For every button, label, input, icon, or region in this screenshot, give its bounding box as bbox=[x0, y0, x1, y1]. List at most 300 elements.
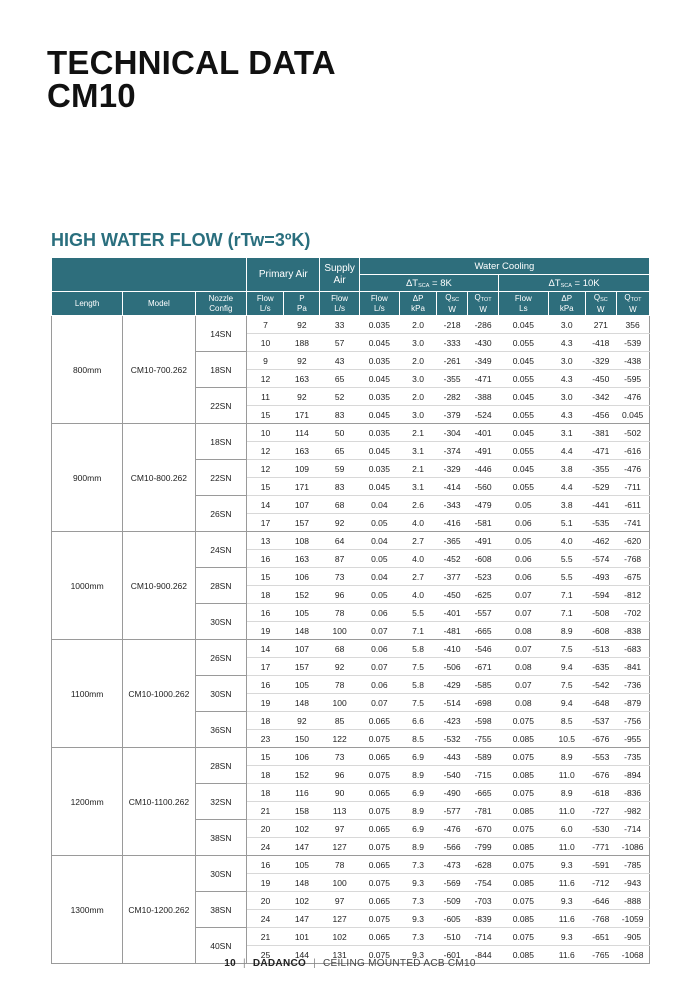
table-cell: -591 bbox=[585, 856, 616, 874]
table-cell: 64 bbox=[320, 532, 359, 550]
table-cell: 23 bbox=[247, 730, 284, 748]
table-cell: 3.8 bbox=[548, 496, 585, 514]
cell-model: CM10-700.262 bbox=[123, 316, 195, 424]
table-cell: -711 bbox=[616, 478, 649, 496]
cell-nozzle-config: 18SN bbox=[195, 424, 247, 460]
table-cell: -401 bbox=[468, 424, 499, 442]
table-cell: 78 bbox=[320, 604, 359, 622]
table-cell: 92 bbox=[320, 514, 359, 532]
table-cell: -529 bbox=[585, 478, 616, 496]
table-cell: 0.07 bbox=[499, 676, 549, 694]
table-cell: 0.055 bbox=[499, 406, 549, 424]
cell-model: CM10-1000.262 bbox=[123, 640, 195, 748]
table-cell: -812 bbox=[616, 586, 649, 604]
table-cell: -888 bbox=[616, 892, 649, 910]
table-cell: 87 bbox=[320, 550, 359, 568]
table-cell: 0.085 bbox=[499, 910, 549, 928]
table-cell: 0.055 bbox=[499, 370, 549, 388]
table-cell: 0.045 bbox=[499, 460, 549, 478]
table-row bbox=[52, 532, 650, 550]
table-cell: 3.0 bbox=[399, 370, 436, 388]
table-cell: 4.3 bbox=[548, 334, 585, 352]
table-cell: -456 bbox=[585, 406, 616, 424]
header-row-3 bbox=[52, 292, 650, 316]
table-cell: -429 bbox=[437, 676, 468, 694]
table-cell: -616 bbox=[616, 442, 649, 460]
table-cell: 105 bbox=[284, 856, 320, 874]
table-cell: 127 bbox=[320, 838, 359, 856]
table-cell: -481 bbox=[437, 622, 468, 640]
table-cell: 13 bbox=[247, 532, 284, 550]
table-cell: 114 bbox=[284, 424, 320, 442]
table-cell: 0.075 bbox=[359, 946, 399, 964]
table-cell: 0.075 bbox=[499, 820, 549, 838]
table-cell: -509 bbox=[437, 892, 468, 910]
footer-separator: | bbox=[242, 958, 246, 969]
table-cell: 68 bbox=[320, 640, 359, 658]
table-cell: 8.9 bbox=[548, 784, 585, 802]
table-cell: 0.035 bbox=[359, 424, 399, 442]
table-cell: 3.0 bbox=[548, 352, 585, 370]
table-cell: -418 bbox=[585, 334, 616, 352]
table-cell: 8.5 bbox=[399, 730, 436, 748]
table-cell: 97 bbox=[320, 892, 359, 910]
table-cell: -771 bbox=[585, 838, 616, 856]
header-primary-air: Primary Air bbox=[247, 258, 320, 292]
table-cell: -414 bbox=[437, 478, 468, 496]
table-cell: 2.0 bbox=[399, 388, 436, 406]
table-cell: -598 bbox=[468, 712, 499, 730]
table-cell: 73 bbox=[320, 568, 359, 586]
table-cell: -513 bbox=[585, 640, 616, 658]
table-cell: 0.075 bbox=[499, 856, 549, 874]
table-cell: -712 bbox=[585, 874, 616, 892]
table-cell: -785 bbox=[616, 856, 649, 874]
table-cell: -446 bbox=[468, 460, 499, 478]
table-row bbox=[52, 424, 650, 442]
table-cell: -727 bbox=[585, 802, 616, 820]
table-cell: 43 bbox=[320, 352, 359, 370]
table-cell: 100 bbox=[320, 874, 359, 892]
table-cell: 3.0 bbox=[548, 388, 585, 406]
table-cell: 163 bbox=[284, 550, 320, 568]
table-cell: -879 bbox=[616, 694, 649, 712]
table-cell: -894 bbox=[616, 766, 649, 784]
table-cell: -502 bbox=[616, 424, 649, 442]
table-cell: 7.3 bbox=[399, 892, 436, 910]
table-cell: 105 bbox=[284, 676, 320, 694]
table-cell: -476 bbox=[437, 820, 468, 838]
table-cell: 21 bbox=[247, 802, 284, 820]
table-cell: 2.0 bbox=[399, 316, 436, 334]
table-cell: -462 bbox=[585, 532, 616, 550]
table-cell: -671 bbox=[468, 658, 499, 676]
table-cell: 3.0 bbox=[399, 334, 436, 352]
table-cell: 0.085 bbox=[499, 838, 549, 856]
table-cell: -537 bbox=[585, 712, 616, 730]
table-cell: -374 bbox=[437, 442, 468, 460]
table-cell: 5.1 bbox=[548, 514, 585, 532]
table-cell: 0.075 bbox=[359, 730, 399, 748]
cell-nozzle-config: 28SN bbox=[195, 568, 247, 604]
table-cell: 101 bbox=[284, 928, 320, 946]
table-subtitle: HIGH WATER FLOW (rTw=3ºK) bbox=[51, 230, 311, 250]
table-cell: 16 bbox=[247, 676, 284, 694]
table-cell: -781 bbox=[468, 802, 499, 820]
header-nozzle-config: Nozzle Config bbox=[195, 292, 247, 316]
table-cell: 78 bbox=[320, 856, 359, 874]
table-cell: -542 bbox=[585, 676, 616, 694]
table-cell: 0.045 bbox=[359, 406, 399, 424]
table-cell: -714 bbox=[616, 820, 649, 838]
cell-nozzle-config: 26SN bbox=[195, 496, 247, 532]
table-cell: -698 bbox=[468, 694, 499, 712]
header-w8-flow: Flow L/s bbox=[359, 292, 399, 316]
table-cell: -443 bbox=[437, 748, 468, 766]
table-cell: 0.045 bbox=[359, 334, 399, 352]
table-cell: -540 bbox=[437, 766, 468, 784]
table-cell: 0.065 bbox=[359, 856, 399, 874]
table-cell: 0.04 bbox=[359, 532, 399, 550]
table-cell: 11.0 bbox=[548, 766, 585, 784]
table-cell: 14 bbox=[247, 496, 284, 514]
table-cell: -611 bbox=[616, 496, 649, 514]
table-cell: 8.9 bbox=[548, 622, 585, 640]
table-cell: -539 bbox=[616, 334, 649, 352]
header-w10-qsc: $Q_{SC}$ W bbox=[585, 292, 616, 316]
table-cell: 9.3 bbox=[399, 874, 436, 892]
table-cell: 9.3 bbox=[548, 892, 585, 910]
table-cell: 0.085 bbox=[499, 802, 549, 820]
table-cell: 8.9 bbox=[399, 838, 436, 856]
table-cell: 0.085 bbox=[499, 730, 549, 748]
cell-length: 1000mm bbox=[52, 532, 123, 640]
footer-separator: | bbox=[313, 958, 316, 969]
table-cell: 9.4 bbox=[548, 694, 585, 712]
table-cell: 0.075 bbox=[359, 838, 399, 856]
table-cell: 18 bbox=[247, 766, 284, 784]
table-cell: -535 bbox=[585, 514, 616, 532]
table-cell: -838 bbox=[616, 622, 649, 640]
table-cell: 7.1 bbox=[548, 586, 585, 604]
table-cell: 107 bbox=[284, 496, 320, 514]
table-cell: 0.05 bbox=[359, 550, 399, 568]
table-cell: 0.08 bbox=[499, 658, 549, 676]
table-cell: -490 bbox=[437, 784, 468, 802]
table-cell: -471 bbox=[468, 370, 499, 388]
table-cell: 11.0 bbox=[548, 838, 585, 856]
cell-length: 1200mm bbox=[52, 748, 123, 856]
table-cell: 157 bbox=[284, 658, 320, 676]
table-cell: -665 bbox=[468, 784, 499, 802]
table-cell: 50 bbox=[320, 424, 359, 442]
table-cell: 0.075 bbox=[359, 802, 399, 820]
table-cell: 8.9 bbox=[399, 802, 436, 820]
header-w8-qsc: $Q_{SC}$ W bbox=[437, 292, 468, 316]
table-cell: 0.075 bbox=[499, 748, 549, 766]
table-cell: 0.06 bbox=[359, 640, 399, 658]
table-cell: 0.07 bbox=[499, 586, 549, 604]
table-cell: -343 bbox=[437, 496, 468, 514]
table-cell: -839 bbox=[468, 910, 499, 928]
table-cell: -844 bbox=[468, 946, 499, 964]
cell-nozzle-config: 38SN bbox=[195, 820, 247, 856]
cell-nozzle-config: 18SN bbox=[195, 352, 247, 388]
table-cell: -594 bbox=[585, 586, 616, 604]
table-cell: -261 bbox=[437, 352, 468, 370]
table-cell: 78 bbox=[320, 676, 359, 694]
table-cell: 0.04 bbox=[359, 496, 399, 514]
table-cell: -553 bbox=[585, 748, 616, 766]
table-cell: 148 bbox=[284, 622, 320, 640]
table-cell: 18 bbox=[247, 784, 284, 802]
table-cell: 65 bbox=[320, 370, 359, 388]
table-cell: -506 bbox=[437, 658, 468, 676]
table-cell: 10 bbox=[247, 334, 284, 352]
table-cell: -546 bbox=[468, 640, 499, 658]
table-cell: 92 bbox=[284, 712, 320, 730]
header-pa-flow: Flow L/s bbox=[247, 292, 284, 316]
table-cell: 7 bbox=[247, 316, 284, 334]
table-cell: -799 bbox=[468, 838, 499, 856]
table-cell: 0.045 bbox=[499, 316, 549, 334]
table-body bbox=[52, 316, 650, 964]
table-cell: -523 bbox=[468, 568, 499, 586]
table-cell: -608 bbox=[585, 622, 616, 640]
table-cell: -595 bbox=[616, 370, 649, 388]
table-cell: -574 bbox=[585, 550, 616, 568]
cell-nozzle-config: 22SN bbox=[195, 388, 247, 424]
table-cell: 19 bbox=[247, 694, 284, 712]
table-cell: 8.5 bbox=[548, 712, 585, 730]
table-cell: 21 bbox=[247, 928, 284, 946]
table-cell: 20 bbox=[247, 892, 284, 910]
table-cell: 6.0 bbox=[548, 820, 585, 838]
table-cell: 0.045 bbox=[616, 406, 649, 424]
footer-brand: DADANCO bbox=[252, 958, 307, 969]
cell-length: 800mm bbox=[52, 316, 123, 424]
table-cell: 0.05 bbox=[499, 496, 549, 514]
cell-nozzle-config: 30SN bbox=[195, 676, 247, 712]
table-cell: 16 bbox=[247, 856, 284, 874]
table-cell: 6.6 bbox=[399, 712, 436, 730]
table-cell: 68 bbox=[320, 496, 359, 514]
table-cell: 152 bbox=[284, 586, 320, 604]
table-cell: 116 bbox=[284, 784, 320, 802]
table-cell: 5.5 bbox=[399, 604, 436, 622]
header-blank bbox=[52, 258, 247, 292]
table-cell: -768 bbox=[616, 550, 649, 568]
table-cell: -355 bbox=[437, 370, 468, 388]
table-cell: 10 bbox=[247, 424, 284, 442]
table-cell: -282 bbox=[437, 388, 468, 406]
table-cell: -329 bbox=[585, 352, 616, 370]
table-cell: 7.5 bbox=[548, 640, 585, 658]
table-row bbox=[52, 856, 650, 874]
table-cell: -736 bbox=[616, 676, 649, 694]
technical-data-table-container bbox=[51, 257, 650, 964]
table-cell: 0.065 bbox=[359, 748, 399, 766]
table-cell: 0.075 bbox=[499, 928, 549, 946]
table-cell: 0.075 bbox=[499, 784, 549, 802]
table-cell: -1059 bbox=[616, 910, 649, 928]
table-cell: -476 bbox=[616, 388, 649, 406]
table-cell: 97 bbox=[320, 820, 359, 838]
table-cell: -676 bbox=[585, 730, 616, 748]
table-cell: 3.1 bbox=[399, 442, 436, 460]
header-length: Length bbox=[52, 292, 123, 316]
table-cell: 92 bbox=[320, 658, 359, 676]
table-row bbox=[52, 640, 650, 658]
table-cell: 2.1 bbox=[399, 460, 436, 478]
table-cell: 85 bbox=[320, 712, 359, 730]
cell-model: CM10-1200.262 bbox=[123, 856, 195, 964]
table-cell: 0.08 bbox=[499, 622, 549, 640]
table-cell: -676 bbox=[585, 766, 616, 784]
table-cell: 2.7 bbox=[399, 532, 436, 550]
table-cell: -450 bbox=[585, 370, 616, 388]
table-cell: 92 bbox=[284, 352, 320, 370]
table-cell: -714 bbox=[468, 928, 499, 946]
table-cell: 16 bbox=[247, 604, 284, 622]
header-pa-pressure: P Pa bbox=[284, 292, 320, 316]
table-cell: -430 bbox=[468, 334, 499, 352]
table-cell: 7.5 bbox=[548, 676, 585, 694]
table-cell: 163 bbox=[284, 442, 320, 460]
table-cell: -524 bbox=[468, 406, 499, 424]
table-cell: 15 bbox=[247, 406, 284, 424]
cell-nozzle-config: 24SN bbox=[195, 532, 247, 568]
table-cell: 3.0 bbox=[399, 406, 436, 424]
table-cell: 0.045 bbox=[359, 370, 399, 388]
table-cell: -566 bbox=[437, 838, 468, 856]
table-cell: -670 bbox=[468, 820, 499, 838]
table-cell: 92 bbox=[284, 316, 320, 334]
header-w8-qtot: $Q_{TOT}$ W bbox=[468, 292, 499, 316]
table-cell: 4.0 bbox=[399, 514, 436, 532]
cell-nozzle-config: 30SN bbox=[195, 604, 247, 640]
table-cell: 9.3 bbox=[548, 856, 585, 874]
table-cell: -532 bbox=[437, 730, 468, 748]
table-cell: 109 bbox=[284, 460, 320, 478]
table-cell: -473 bbox=[437, 856, 468, 874]
page-title bbox=[47, 46, 336, 112]
table-cell: 4.3 bbox=[548, 370, 585, 388]
cell-nozzle-config: 28SN bbox=[195, 748, 247, 784]
table-cell: -620 bbox=[616, 532, 649, 550]
table-cell: 5.5 bbox=[548, 568, 585, 586]
table-cell: 152 bbox=[284, 766, 320, 784]
cell-model: CM10-900.262 bbox=[123, 532, 195, 640]
table-cell: 25 bbox=[247, 946, 284, 964]
table-cell: 19 bbox=[247, 874, 284, 892]
table-cell: 6.9 bbox=[399, 820, 436, 838]
table-cell: -401 bbox=[437, 604, 468, 622]
cell-nozzle-config: 14SN bbox=[195, 316, 247, 352]
table-cell: 20 bbox=[247, 820, 284, 838]
table-cell: 0.085 bbox=[499, 874, 549, 892]
table-cell: 0.04 bbox=[359, 568, 399, 586]
table-cell: -955 bbox=[616, 730, 649, 748]
table-cell: 102 bbox=[284, 820, 320, 838]
cell-nozzle-config: 32SN bbox=[195, 784, 247, 820]
table-cell: 0.075 bbox=[499, 712, 549, 730]
table-cell: 0.065 bbox=[359, 892, 399, 910]
table-cell: 113 bbox=[320, 802, 359, 820]
table-cell: 12 bbox=[247, 370, 284, 388]
table-cell: 0.065 bbox=[359, 712, 399, 730]
table-cell: 131 bbox=[320, 946, 359, 964]
table-cell: 148 bbox=[284, 694, 320, 712]
table-cell: 106 bbox=[284, 568, 320, 586]
table-cell: -510 bbox=[437, 928, 468, 946]
table-cell: 15 bbox=[247, 748, 284, 766]
table-cell: 5.5 bbox=[548, 550, 585, 568]
page-title-line-2: CM10 bbox=[47, 77, 136, 114]
header-dt-8k: $\Delta T_{SCA} = 8K$ bbox=[359, 275, 498, 292]
table-cell: -557 bbox=[468, 604, 499, 622]
table-cell: 105 bbox=[284, 604, 320, 622]
table-cell: -514 bbox=[437, 694, 468, 712]
table-cell: -577 bbox=[437, 802, 468, 820]
header-w10-flow: Flow Ls bbox=[499, 292, 549, 316]
table-cell: 15 bbox=[247, 568, 284, 586]
table-cell: -560 bbox=[468, 478, 499, 496]
table-cell: 0.08 bbox=[499, 694, 549, 712]
table-cell: 10.5 bbox=[548, 730, 585, 748]
table-cell: -530 bbox=[585, 820, 616, 838]
cell-nozzle-config: 22SN bbox=[195, 460, 247, 496]
table-cell: 3.1 bbox=[548, 424, 585, 442]
table-cell: -218 bbox=[437, 316, 468, 334]
table-cell: 2.6 bbox=[399, 496, 436, 514]
table-cell: -646 bbox=[585, 892, 616, 910]
header-w10-dp: ΔP kPa bbox=[548, 292, 585, 316]
table-cell: -768 bbox=[585, 910, 616, 928]
table-cell: 92 bbox=[284, 388, 320, 406]
header-w10-qtot: $Q_{TOT}$ W bbox=[616, 292, 649, 316]
table-cell: 7.3 bbox=[399, 856, 436, 874]
table-cell: 147 bbox=[284, 838, 320, 856]
cell-length: 1300mm bbox=[52, 856, 123, 964]
table-cell: 0.075 bbox=[359, 766, 399, 784]
table-cell: -329 bbox=[437, 460, 468, 478]
table-cell: 0.045 bbox=[359, 478, 399, 496]
table-cell: -765 bbox=[585, 946, 616, 964]
table-cell: 0.065 bbox=[359, 928, 399, 946]
table-cell: -491 bbox=[468, 442, 499, 460]
cell-nozzle-config: 30SN bbox=[195, 856, 247, 892]
table-cell: 0.045 bbox=[499, 388, 549, 406]
table-cell: 144 bbox=[284, 946, 320, 964]
table-cell: 0.045 bbox=[499, 352, 549, 370]
table-cell: 0.07 bbox=[499, 640, 549, 658]
table-cell: 122 bbox=[320, 730, 359, 748]
table-cell: -304 bbox=[437, 424, 468, 442]
table-cell: -608 bbox=[468, 550, 499, 568]
table-cell: -569 bbox=[437, 874, 468, 892]
table-cell: -651 bbox=[585, 928, 616, 946]
table-cell: 7.1 bbox=[399, 622, 436, 640]
table-cell: 100 bbox=[320, 694, 359, 712]
table-cell: -702 bbox=[616, 604, 649, 622]
table-cell: 9.3 bbox=[548, 928, 585, 946]
table-cell: 15 bbox=[247, 478, 284, 496]
table-cell: 5.8 bbox=[399, 676, 436, 694]
table-cell: 4.0 bbox=[548, 532, 585, 550]
table-cell: 3.0 bbox=[548, 316, 585, 334]
table-cell: -589 bbox=[468, 748, 499, 766]
